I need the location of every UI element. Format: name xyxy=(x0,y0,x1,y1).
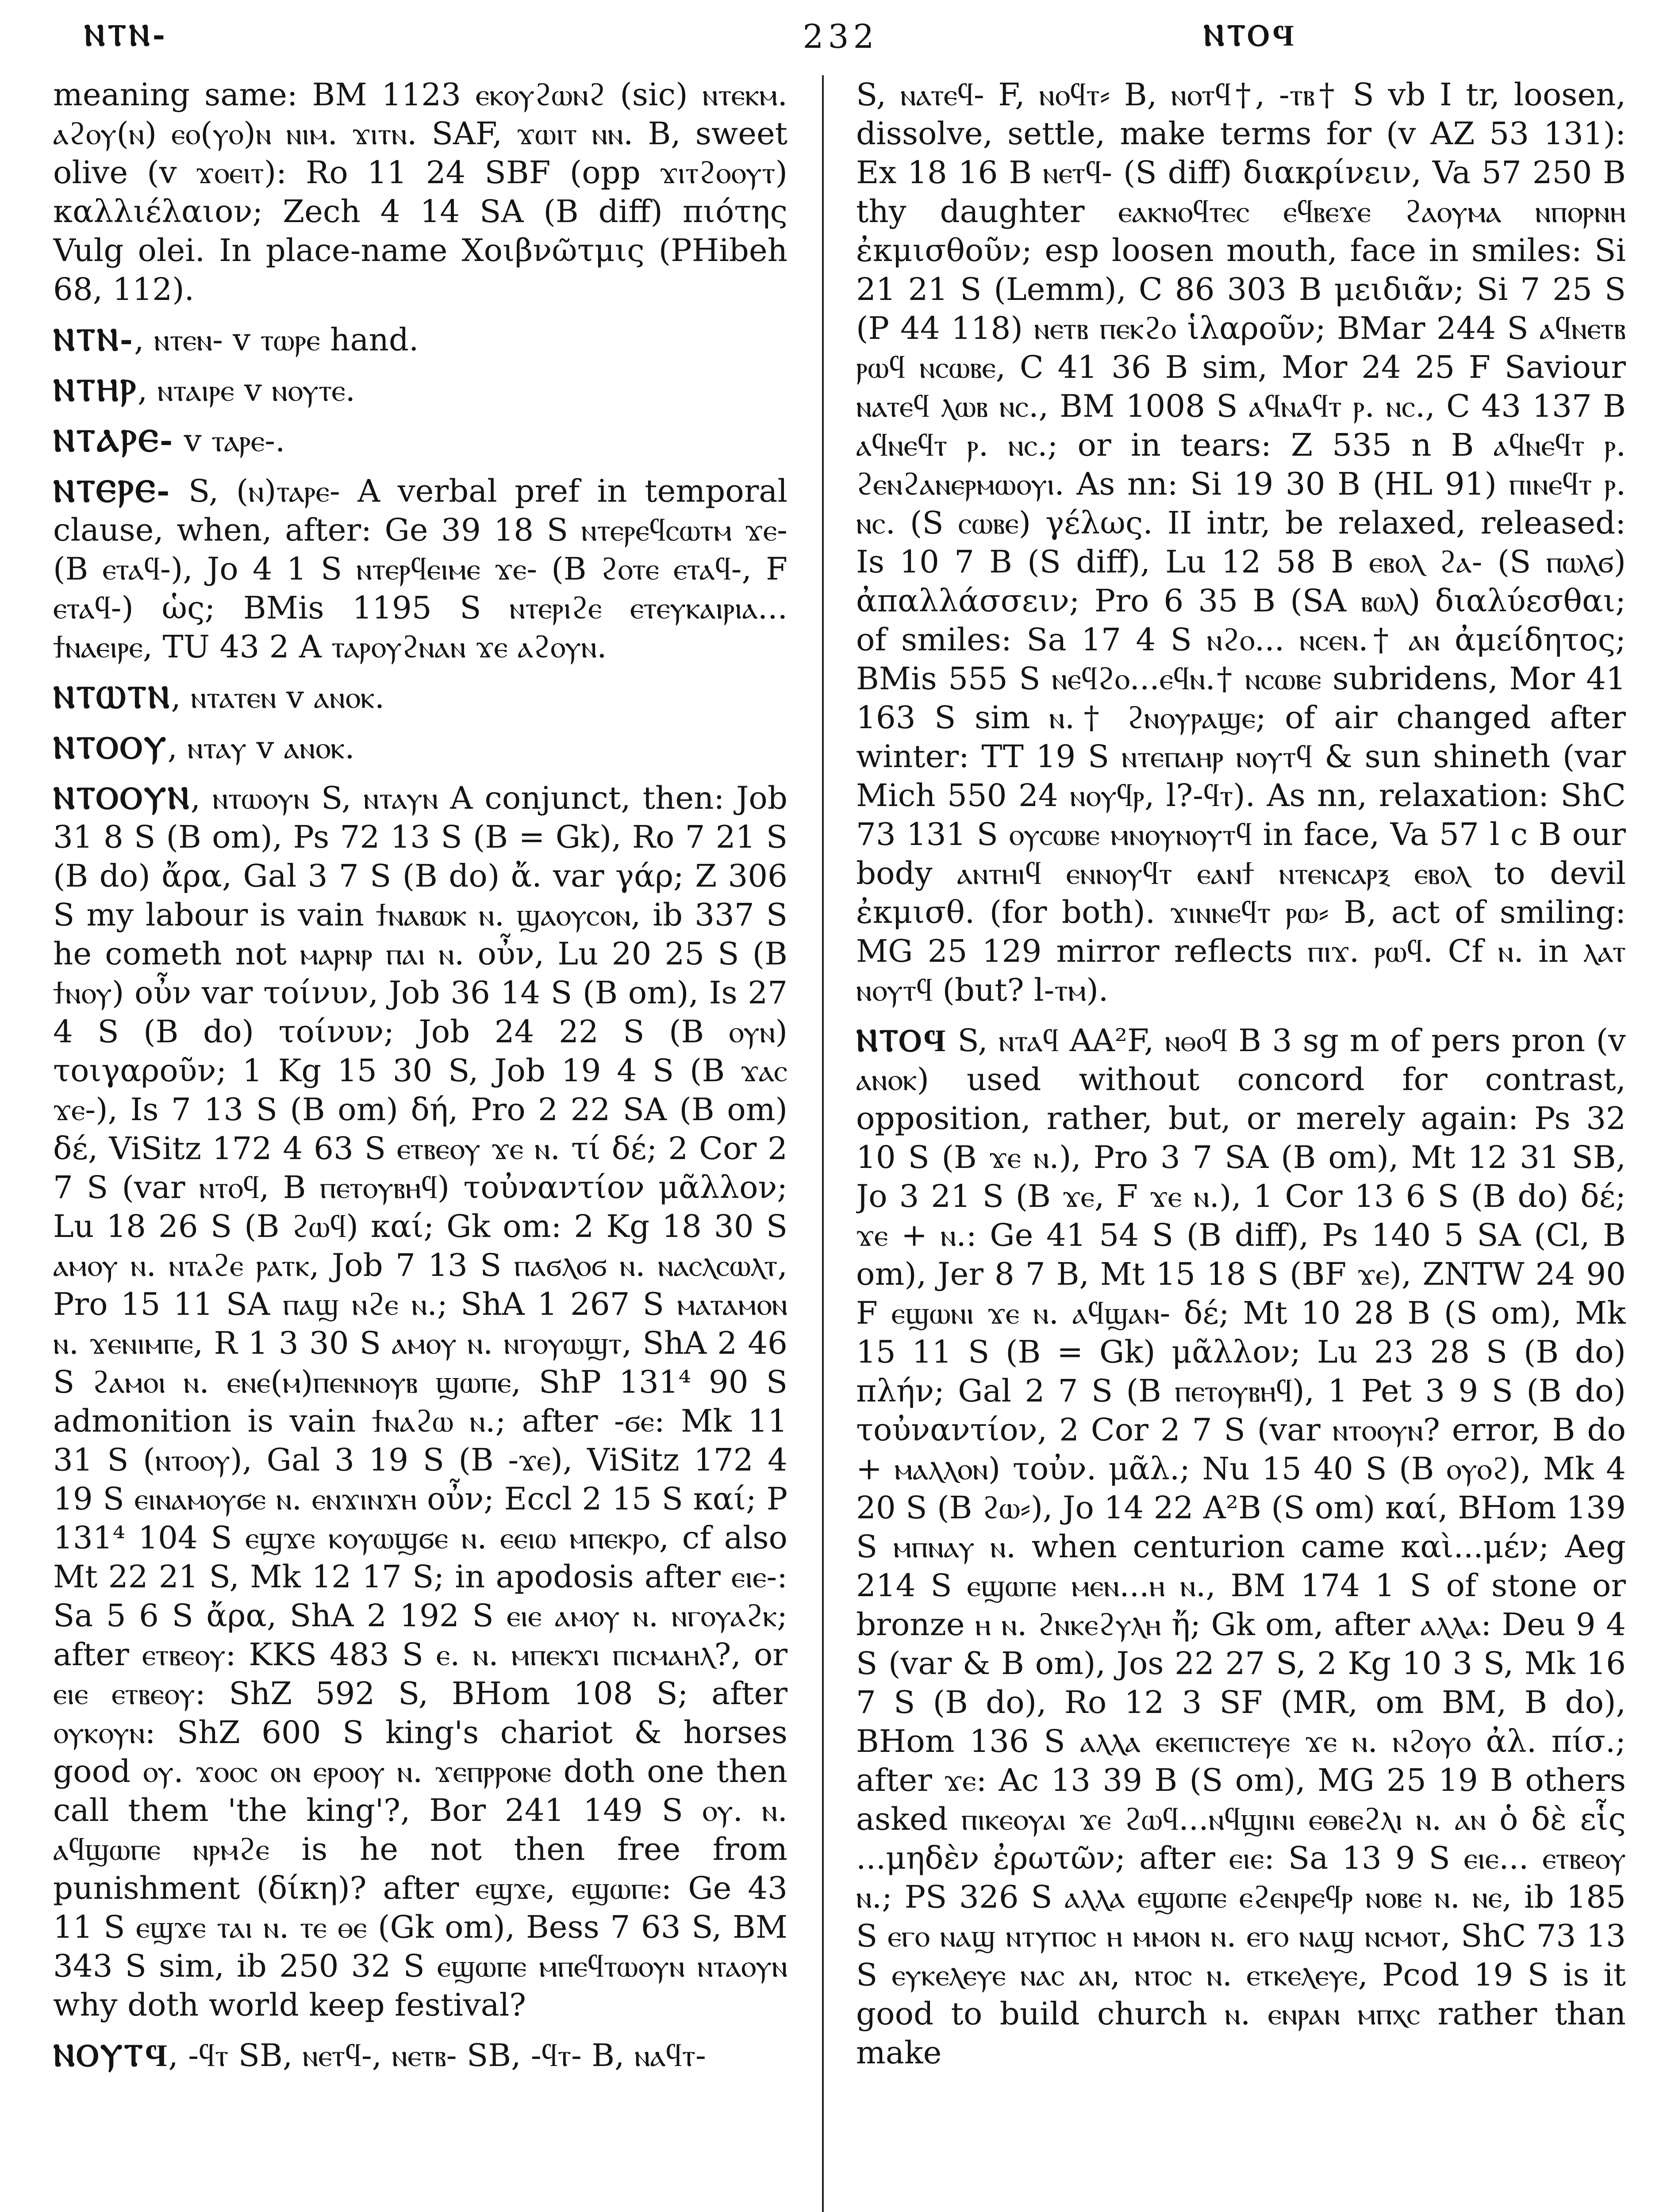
entry-headword: ⲚⲞⲨⲦϤ xyxy=(53,2037,169,2074)
entry xyxy=(53,421,787,460)
entry-headword: ⲚⲦⲀⲢⲈ- xyxy=(53,422,174,459)
entry xyxy=(53,320,787,359)
entry-text: , ⲛⲧⲱⲟⲩⲛ S, ⲛⲧⲁⲩⲛ A conjunct, then: Job 31 8 S (B om), Ps 72 13 S (B = Gk), Ro 7 21 S (B do) ἄρα, Gal 3 7 S (B do) ἄ. var γάρ; Z 306 S my labour is vain ϯⲛⲁⲃⲱⲕ ⲛ. ϣⲁⲟⲩⲥⲟⲛ, ib 337 S he cometh not ⲙⲁⲣⲛⲣ ⲡⲁⲓ ⲛ. οὖν, Lu 20 25 S (B ϯⲛⲟⲩ) οὖν var τοίνυν, Job 36 14 S (B om), Is 27 4 S (B do) τοίνυν; Job 24 22 S (B ⲟⲩⲛ) τοιγαροῦν; 1 Kg 15 30 S, Job 19 4 S (B ϫⲁⲥ ϫⲉ-), Is 7 13 S (B om) δή, Pro 2 22 SA (B om) δέ, ViSitz 172 4 63 S ⲉⲧⲃⲉⲟⲩ ϫⲉ ⲛ. τί δέ; 2 Cor 2 7 S (var ⲛⲧⲟϥ, B ⲡⲉⲧⲟⲩⲃⲏϥ) τοὐναντίον μᾶλλον; Lu 18 26 S (B ϩⲱϥ) καί; Gk om: 2 Kg 18 30 S ⲁⲙⲟⲩ ⲛ. ⲛⲧⲁϩⲉ ⲣⲁⲧⲕ, Job 7 13 S ⲡⲁϭⲗⲟϭ ⲛ. ⲛⲁⲥⲗⲥⲱⲗⲧ, Pro 15 11 SA ⲡⲁϣ ⲛϩⲉ ⲛ.; ShA 1 267 S ⲙⲁⲧⲁⲙⲟⲛ ⲛ. ϫⲉⲛⲓⲙⲡⲉ, R 1 3 30 S ⲁⲙⲟⲩ ⲛ. ⲛⲅⲟⲩⲱϣⲧ, ShA 2 46 S ϩⲁⲙⲟⲓ ⲛ. ⲉⲛⲉ(ⲙ)ⲡⲉⲛⲛⲟⲩⲃ ϣⲱⲡⲉ, ShP 131⁴ 90 S admonition is vain ϯⲛⲁϩⲱ ⲛ.; after -ϭⲉ: Mk 11 31 S (ⲛⲧⲟⲟⲩ), Gal 3 19 S (B -ϫⲉ), ViSitz 172 4 19 S ⲉⲓⲛⲁⲙⲟⲩϭⲉ ⲛ. ⲉⲛϫⲓⲛϫⲏ οὖν; Eccl 2 15 S καί; P 131⁴ 104 S ⲉϣϫⲉ ⲕⲟⲩⲱϣϭⲉ ⲛ. ⲉⲉⲓⲱ ⲙⲡⲉⲕⲣⲟ, cf also Mt 22 21 S, Mk 12 17 S; in apodosis after ⲉⲓⲉ-: Sa 5 6 S ἄρα, ShA 2 192 S ⲉⲓⲉ ⲁⲙⲟⲩ ⲛ. ⲛⲅⲟⲩⲁϩⲕ; after ⲉⲧⲃⲉⲟⲩ: KKS 483 S ⲉ. ⲛ. ⲙⲡⲉⲕϫⲓ ⲡⲓⲥⲙⲁⲏⲗ?, or ⲉⲓⲉ ⲉⲧⲃⲉⲟⲩ: ShZ 592 S, BHom 108 S; after ⲟⲩⲕⲟⲩⲛ: ShZ 600 S king's chariot & horses good ⲟⲩ. ϫⲟⲟⲥ ⲟⲛ ⲉⲣⲟⲟⲩ ⲛ. ϫⲉⲡⲣⲣⲟⲛⲉ doth one then call them 'the king'?, Bor 241 149 S ⲟⲩ. ⲛ. ⲁϥϣⲱⲡⲉ ⲛⲣⲙϩⲉ is he not then free from punishment (δίκη)? after ⲉϣϫⲉ, ⲉϣⲱⲡⲉ: Ge 43 11 S ⲉϣϫⲉ ⲧⲁⲓ ⲛ. ⲧⲉ ⲑⲉ (Gk om), Bess 7 63 S, BM 343 S sim, ib 250 32 S ⲉϣⲱⲡⲉ ⲙⲡⲉϥⲧⲱⲟⲩⲛ ⲛⲧⲁⲟⲩⲛ why doth world keep festival? xyxy=(53,780,787,2023)
entry-text: S, ⲛⲁⲧⲉϥ- F, ⲛⲟϥⲧ⸗ B, ⲛⲟⲧϥ†, -ⲧⲃ† S vb I tr, loosen, dissolve, settle, make terms for (v AZ 53 131): Ex 18 16 B ⲛⲉⲧϥ- (S diff) διακρίνειν, Va 57 250 B thy daughter ⲉⲁⲕⲛⲟϥⲧⲉⲥ ⲉϥⲃⲉϫⲉ ϩⲁⲟⲩⲙⲁ ⲛⲡⲟⲣⲛⲏ ἐκμισθοῦν; esp loosen mouth, face in smiles: Si 21 21 S (Lemm), C 86 303 B μειδιᾶν; Si 7 25 S (P 44 118) ⲛⲉⲧⲃ ⲡⲉⲕϩⲟ ἱλαροῦν; BMar 244 S ⲁϥⲛⲉⲧⲃ ⲣⲱϥ ⲛⲥⲱⲃⲉ, C 41 36 B sim, Mor 24 25 F Saviour ⲛⲁⲧⲉϥ ⲗⲱⲃ ⲛⲥ., BM 1008 S ⲁϥⲛⲁϥⲧ ⲣ. ⲛⲥ., C 43 137 B ⲁϥⲛⲉϥⲧ ⲣ. ⲛⲥ.; or in tears: Z 535 n B ⲁϥⲛⲉϥⲧ ⲣ. ϩⲉⲛϩⲁⲛⲉⲣⲙⲱⲟⲩⲓ. As nn: Si 19 30 B (HL 91) ⲡⲓⲛⲉϥⲧ ⲣ. ⲛⲥ. (S ⲥⲱⲃⲉ) γέλως. II intr, be relaxed, released: Is 10 7 B (S diff), Lu 12 58 B ⲉⲃⲟⲗ ϩⲁ- (S ⲡⲱⲗϭ) ἀπαλλάσσειν; Pro 6 35 B (SA ⲃⲱⲗ) διαλύεσθαι; of smiles: Sa 17 4 S ⲛϩⲟ... ⲛⲥⲉⲛ.† ⲁⲛ ἀμείδητος; BMis 555 S ⲛⲉϥϩⲟ...ⲉϥⲛ.† ⲛⲥⲱⲃⲉ subridens, Mor 41 163 S sim ⲛ.† ϩⲛⲟⲩⲣⲁϣⲉ; of air changed after winter: TT 19 S ⲛⲧⲉⲡⲁⲏⲣ ⲛⲟⲩⲧϥ & sun shineth (var Mich 550 24 ⲛⲟⲩϥⲣ, l?-ϥⲧ). As nn, relaxation: ShC 73 131 S ⲟⲩⲥⲱⲃⲉ ⲙⲛⲟⲩⲛⲟⲩⲧϥ in face, Va 57 l c B our body ⲁⲛⲧⲏⲓϥ ⲉⲛⲛⲟⲩϥⲧ ⲉⲁⲛϯ ⲛⲧⲉⲛⲥⲁⲣⲝ ⲉⲃⲟⲗ to devil ἐκμισθ. (for both). ϫⲓⲛⲛⲉϥⲧ ⲣⲱ⸗ B, act of smiling: MG 25 129 mirror reflects ⲡⲓϫ. ⲣⲱϥ. Cf ⲛ. in ⲗⲁⲧ ⲛⲟⲩⲧϥ (but? l-ⲧⲙ). xyxy=(856,77,1626,1008)
entry-headword: ⲚⲦⲞⲞⲨ xyxy=(53,729,168,766)
entry xyxy=(856,1021,1626,2072)
entry xyxy=(53,371,787,410)
entry-text: , ⲛⲧⲁⲩ v ⲁⲛⲟⲕ. xyxy=(167,730,355,766)
entry-text: S, (ⲛ)ⲧⲁⲣⲉ- A verbal pref in temporal clause, when, after: Ge 39 18 S ⲛⲧⲉⲣⲉϥⲥⲱⲧⲙ ϫⲉ- (B ⲉⲧⲁϥ-), Jo 4 1 S ⲛⲧⲉⲣϥⲉⲓⲙⲉ ϫⲉ- (B ϩⲟⲧⲉ ⲉⲧⲁϥ-, F ⲉⲧⲁϥ-) ὡς; BMis 1195 S ⲛⲧⲉⲣⲓϩⲉ ⲉⲧⲉⲩⲕⲁⲓⲣⲓⲁ... ϯⲛⲁⲉⲓⲣⲉ, TU 43 2 A ⲧⲁⲣⲟⲩϩⲛⲁⲛ ϫⲉ ⲁϩⲟⲩⲛ. xyxy=(53,473,787,665)
entry-headword: ⲚⲦⲈⲢⲈ- xyxy=(53,472,171,509)
entry-headword: ⲚⲦⲎⲢ xyxy=(53,372,138,408)
entry-text: , ⲛⲧⲁⲧⲉⲛ v ⲁⲛⲟⲕ. xyxy=(171,679,385,715)
running-head xyxy=(0,18,1667,71)
entry-headword: ⲚⲦⲰⲦⲚ xyxy=(53,679,171,715)
entry-text: v ⲧⲁⲣⲉ-. xyxy=(174,422,285,459)
entry-text: , ⲛⲧⲉⲛ- v ⲧⲱⲣⲉ hand. xyxy=(134,322,419,358)
entry-text: S, ⲛⲧⲁϥ AA²F, ⲛⲑⲟϥ B 3 sg m of pers pron (v ⲁⲛⲟⲕ) used without concord for contrast, opposition, rather, but, or merely again: Ps 32 10 S (B ϫⲉ ⲛ.), Pro 3 7 SA (B om), Mt 12 31 SB, Jo 3 21 S (B ϫⲉ, F ϫⲉ ⲛ.), 1 Cor 13 6 S (B do) δέ; ϫⲉ + ⲛ.: Ge 41 54 S (B diff), Ps 140 5 SA (Cl, B om), Jer 8 7 B, Mt 15 18 S (BF ϫⲉ), ZNTW 24 90 F ⲉϣⲱⲛⲓ ϫⲉ ⲛ. ⲁϥϣⲁⲛ- δέ; Mt 10 28 B (S om), Mk 15 11 S (B = Gk) μᾶλλον; Lu 23 28 S (B do) πλήν; Gal 2 7 S (B ⲡⲉⲧⲟⲩⲃⲏϥ), 1 Pet 3 9 S (B do) τοὐναντίον, 2 Cor 2 7 S (var ⲛⲧⲟⲟⲩⲛ? error, B do + ⲙⲁⲗⲗⲟⲛ) τοὐν. μᾶλ.; Nu 15 40 S (B ⲟⲩⲟϩ), Mk 4 20 S (B ϩⲱ⸗), Jo 14 22 A²B (S om) καί, BHom 139 S ⲙⲡⲛⲁⲩ ⲛ. when centurion came καὶ...μέν; Aeg 214 S ⲉϣⲱⲡⲉ ⲙⲉⲛ...ⲏ ⲛ., BM 174 1 S of stone or bronze ⲏ ⲛ. ϩⲛⲕⲉϩⲩⲗⲏ ἤ; Gk om, after ⲁⲗⲗⲁ: Deu 9 4 S (var & B om), Jos 22 27 S, 2 Kg 10 3 S, Mk 16 7 S (B do), Ro 12 3 SF (MR, om BM, B do), BHom 136 S ⲁⲗⲗⲁ ⲉⲕⲉⲡⲓⲥⲧⲉⲩⲉ ϫⲉ ⲛ. ⲛϩⲟⲩⲟ ἀλ. πίσ.; after ϫⲉ: Ac 13 39 B (S om), MG 25 19 B others asked ⲡⲓⲕⲉⲟⲩⲁⲓ ϫⲉ ϩⲱϥ...ⲛϥϣⲓⲛⲓ ⲉⲑⲃⲉϩⲗⲓ ⲛ. ⲁⲛ ὁ δὲ εἷς ...μηδὲν ἐρωτῶν; after ⲉⲓⲉ: Sa 13 9 S ⲉⲓⲉ... ⲉⲧⲃⲉⲟⲩ ⲛ.; PS 326 S ⲁⲗⲗⲁ ⲉϣⲱⲡⲉ ⲉϩⲉⲛⲣⲉϥⲣ ⲛⲟⲃⲉ ⲛ. ⲛⲉ, ib 185 S ⲉⲅⲟ ⲛⲁϣ ⲛⲧⲩⲡⲟⲥ ⲏ ⲙⲙⲟⲛ ⲛ. ⲉⲅⲟ ⲛⲁϣ ⲛⲥⲙⲟⲧ, ShC 73 13 S ⲉⲩⲕⲉⲗⲉⲩⲉ ⲛⲁⲥ ⲁⲛ, ⲛⲧⲟⲥ ⲛ. ⲉⲧⲕⲉⲗⲉⲩⲉ, Pcod 19 S is it good to build church ⲛ. ⲉⲛⲣⲁⲛ ⲙⲡⲭⲥ rather than make xyxy=(856,1022,1626,2071)
entry xyxy=(53,728,787,767)
entry xyxy=(53,2036,787,2075)
page-number: 232 xyxy=(803,18,879,56)
entry-text: meaning same: BM 1123 ⲉⲕⲟⲩϩⲱⲛϩ (sic) ⲛⲧⲉⲕⲙ. ⲁϩⲟⲩ(ⲛ) ⲉⲟ(ⲩⲟ)ⲛ ⲛⲓⲙ. ϫⲓⲧⲛ. SAF, ϫⲱⲓⲧ ⲛⲛ. B, sweet olive (v ϫⲟⲉⲓⲧ): Ro 11 24 SBF (opp ϫⲓⲧϩⲟⲟⲩⲧ) καλλιέλαιον; Zech 4 14 SA (B diff) πιότης Vulg olei. In place-name Χοιβνῶτμις (PHibeh 68, 112). xyxy=(53,77,787,307)
entry-text: , -ϥⲧ SB, ⲛⲉⲧϥ-, ⲛⲉⲧⲃ- SB, -ϥⲧ- B, ⲛⲁϥⲧ- xyxy=(168,2037,706,2074)
entry-text: , ⲛⲧⲁⲓⲣⲉ v ⲛⲟⲩⲧⲉ. xyxy=(137,372,356,408)
right-column xyxy=(856,75,1626,2212)
entry xyxy=(53,678,787,717)
entry xyxy=(53,472,787,666)
entry xyxy=(53,779,787,2024)
entry-headword: ⲚⲦⲚ- xyxy=(53,321,134,358)
column-divider xyxy=(822,75,824,2212)
entry-headword: ⲚⲦⲞⲞⲨⲚ xyxy=(53,780,191,816)
left-column xyxy=(53,75,787,2212)
entry-continuation xyxy=(856,75,1626,1010)
entry-continuation xyxy=(53,75,787,309)
running-head-right: ⲚⲦⲞϤ xyxy=(1203,18,1297,53)
entry-headword: ⲚⲦⲞϤ xyxy=(856,1022,947,1059)
running-head-left: ⲚⲦⲚ- xyxy=(84,18,168,53)
